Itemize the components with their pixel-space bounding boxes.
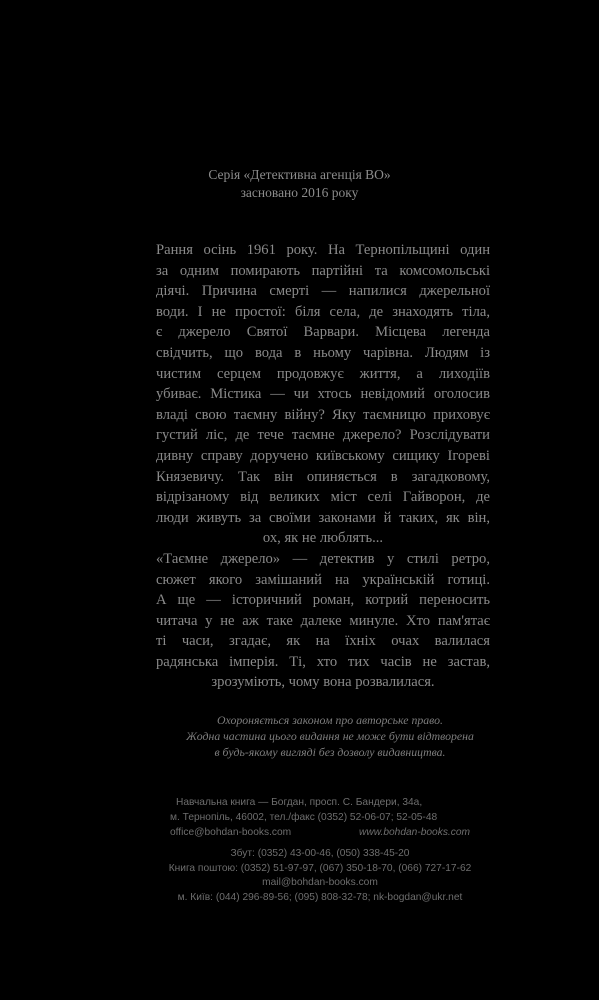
- annotation-line: густий ліс, де тече таємне джерело? Розслідувати: [156, 427, 490, 444]
- annotation-line: відрізаному від великих міст селі Гайворон, де: [156, 489, 490, 506]
- copyright-notice: [0, 712, 599, 760]
- annotation-line: Князевичу. Так він опиняється в загадковому,: [156, 468, 490, 485]
- book-annotation: [156, 240, 490, 693]
- annotation-line: дивну справу доручено київському сищику Ігореві: [156, 447, 490, 464]
- publisher-website[interactable]: www.bohdan-books.com: [359, 827, 470, 838]
- annotation-line: чистим серцем продовжує життя, а лиходіїв: [156, 365, 490, 382]
- annotation-line: сюжет якого замішаний на українській готиці.: [156, 571, 490, 588]
- annotation-line: діячі. Причина смерті — напилися джерельної: [156, 283, 490, 300]
- mail-order-email[interactable]: mail@bohdan-books.com: [262, 877, 378, 889]
- annotation-line: є джерело Святої Варвари. Місцева легенда: [156, 324, 490, 341]
- publisher-contacts: [170, 825, 470, 840]
- publisher-info: [170, 795, 470, 840]
- annotation-line: ох, як не люблять...: [262, 530, 384, 547]
- annotation-line: Рання осінь 1961 року. На Тернопільщині один: [156, 242, 490, 258]
- annotation-line: води. І не простої: біля села, де знаходять тіла,: [156, 303, 490, 320]
- mail-order-phone: Книга поштою: (0352) 51-97-97, (067) 350-18-70, (066) 727-17-62: [168, 862, 472, 874]
- annotation-line: зрозуміють, чому вона розвалилася.: [211, 674, 435, 691]
- sales-info: [0, 847, 599, 905]
- annotation-line: ті часи, згадає, як на їхніх очах валилася: [156, 633, 490, 650]
- annotation-line: «Таємне джерело» — детектив у стилі ретро,: [156, 550, 490, 567]
- annotation-line: А ще — історичний роман, котрий переносить: [156, 592, 490, 609]
- copyright-line: в будь-якому вигляді без дозволу видавництва.: [214, 745, 446, 759]
- annotation-line: за одним помирають партійні та комсомольські: [156, 262, 490, 279]
- copyright-line: Охороняється законом про авторське право.: [217, 713, 443, 727]
- series-founded: засновано 2016 року: [240, 185, 359, 200]
- publisher-address-line: Навчальна книга — Богдан, просп. С. Бандери, 34а,: [176, 797, 423, 808]
- sales-phone: Збут: (0352) 43-00-46, (050) 338-45-20: [230, 848, 410, 859]
- publisher-address: [170, 795, 470, 810]
- series-info: [0, 166, 599, 202]
- annotation-line: свідчить, що вода в ньому чарівна. Людям із: [156, 344, 490, 361]
- annotation-line: радянська імперія. Ті, хто тих часів не застав,: [156, 653, 490, 670]
- kyiv-contacts: м. Київ: (044) 296-89-56; (095) 808-32-78; nk-bogdan@ukr.net: [177, 891, 463, 903]
- publisher-city-phone: м. Тернопіль, 46002, тел./факс (0352) 52-06-07; 52-05-48: [170, 812, 438, 823]
- publisher-phone: [170, 810, 470, 825]
- copyright-line: Жодна частина цього видання не може бути відтворена: [186, 729, 474, 743]
- annotation-line: владі свою таємну війну? Яку таємницю приховує: [156, 406, 490, 423]
- series-title: Серія «Детективна агенція ВО»: [208, 167, 391, 182]
- annotation-line: люди живуть за своїми законами й таких, як він,: [156, 509, 490, 526]
- annotation-line: читача у не аж таке далеке минуле. Хто пам'ятає: [156, 612, 490, 629]
- annotation-line: убиває. Містика — чи хтось невідомий оголосив: [156, 386, 490, 403]
- publisher-email[interactable]: office@bohdan-books.com: [170, 827, 292, 838]
